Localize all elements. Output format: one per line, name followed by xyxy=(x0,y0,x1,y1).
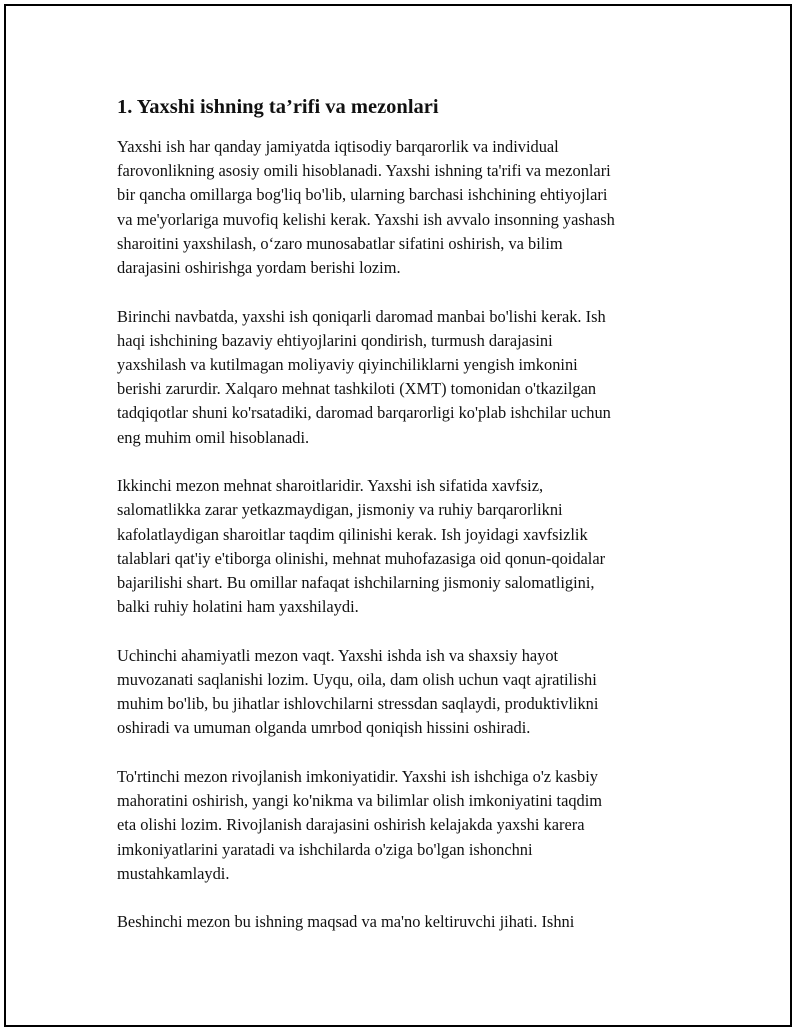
text-line: talablari qat'iy e'tiborga olinishi, mehnat muhofazasiga oid qonun-qoidalar xyxy=(117,548,606,568)
text-line: eta olishi lozim. Rivojlanish darajasini oshirish kelajakda yaxshi karera xyxy=(117,815,585,835)
text-line: muvozanati saqlanishi lozim. Uyqu, oila, dam olish uchun vaqt ajratilishi xyxy=(117,670,597,690)
text-line: Birinchi navbatda, yaxshi ish qoniqarli daromad manbai bo'lishi kerak. Ish xyxy=(117,306,606,326)
paragraph-2 xyxy=(117,305,677,450)
text-line: Yaxshi ish har qanday jamiyatda iqtisodiy barqarorlik va individual xyxy=(117,137,559,156)
text-line: haqi ishchining bazaviy ehtiyojlarini qondirish, turmush darajasini xyxy=(117,330,553,350)
text-line: farovonlikning asosiy omili hisoblanadi. Yaxshi ishning ta'rifi va mezonlari xyxy=(117,161,611,181)
text-line: va me'yorlariga muvofiq kelishi kerak. Yaxshi ish avvalo insonning yashash xyxy=(117,209,615,229)
text-line: tadqiqotlar shuni ko'rsatadiki, daromad barqarorligi ko'plab ishchilar uchun xyxy=(117,403,611,423)
text-line: yaxshilash va kutilmagan moliyaviy qiyinchiliklarni yengish imkonini xyxy=(117,355,578,375)
text-line: Beshinchi mezon bu ishning maqsad va ma'no keltiruvchi jihati. Ishni xyxy=(117,912,575,932)
text-line: darajasini oshirishga yordam berishi lozim. xyxy=(117,258,401,278)
document-body xyxy=(117,92,677,959)
text-line: mahoratini oshirish, yangi ko'nikma va bilimlar olish imkoniyatini taqdim xyxy=(117,791,603,811)
text-line: bir qancha omillarga bog'liq bo'lib, ularning barchasi ishchining ehtiyojlari xyxy=(117,185,608,205)
text-line: bajarilishi shart. Bu omillar nafaqat ishchilarning jismoniy salomatligini, xyxy=(117,573,595,593)
paragraph-1 xyxy=(117,135,677,280)
paragraph-5 xyxy=(117,765,677,886)
text-line: Uchinchi ahamiyatli mezon vaqt. Yaxshi ishda ish va shaxsiy hayot xyxy=(117,645,559,665)
text-line: imkoniyatlarini yaratadi va ishchilarda o'ziga bo'lgan ishonchni xyxy=(117,839,533,859)
text-line: berishi zarurdir. Xalqaro mehnat tashkiloti (XMT) tomonidan o'tkazilgan xyxy=(117,379,597,399)
text-line: mustahkamlaydi. xyxy=(117,863,230,883)
text-line: To'rtinchi mezon rivojlanish imkoniyatidir. Yaxshi ish ishchiga o'z kasbiy xyxy=(117,767,598,787)
paragraph-3 xyxy=(117,474,677,619)
text-line: eng muhim omil hisoblanadi. xyxy=(117,427,310,447)
text-line: balki ruhiy holatini ham yaxshilaydi. xyxy=(117,597,359,617)
paragraph-6 xyxy=(117,910,677,934)
text-line: salomatlikka zarar yetkazmaydigan, jismoniy va ruhiy barqarorlikni xyxy=(117,500,563,520)
paragraph-4 xyxy=(117,644,677,741)
text-line: kafolatlaydigan sharoitlar taqdim qilinishi kerak. Ish joyidagi xavfsizlik xyxy=(117,524,588,544)
text-line: sharoitini yaxshilash, o‘zaro munosabatlar sifatini oshirish, va bilim xyxy=(117,233,563,253)
text-line: muhim bo'lib, bu jihatlar ishlovchilarni stressdan saqlaydi, produktivlikni xyxy=(117,694,599,714)
text-line: Ikkinchi mezon mehnat sharoitlaridir. Yaxshi ish sifatida xavfsiz, xyxy=(117,476,544,496)
section-heading: 1. Yaxshi ishning ta’rifi va mezonlari xyxy=(117,96,439,118)
text-line: oshiradi va umuman olganda umrbod qoniqish hissini oshiradi. xyxy=(117,718,531,738)
